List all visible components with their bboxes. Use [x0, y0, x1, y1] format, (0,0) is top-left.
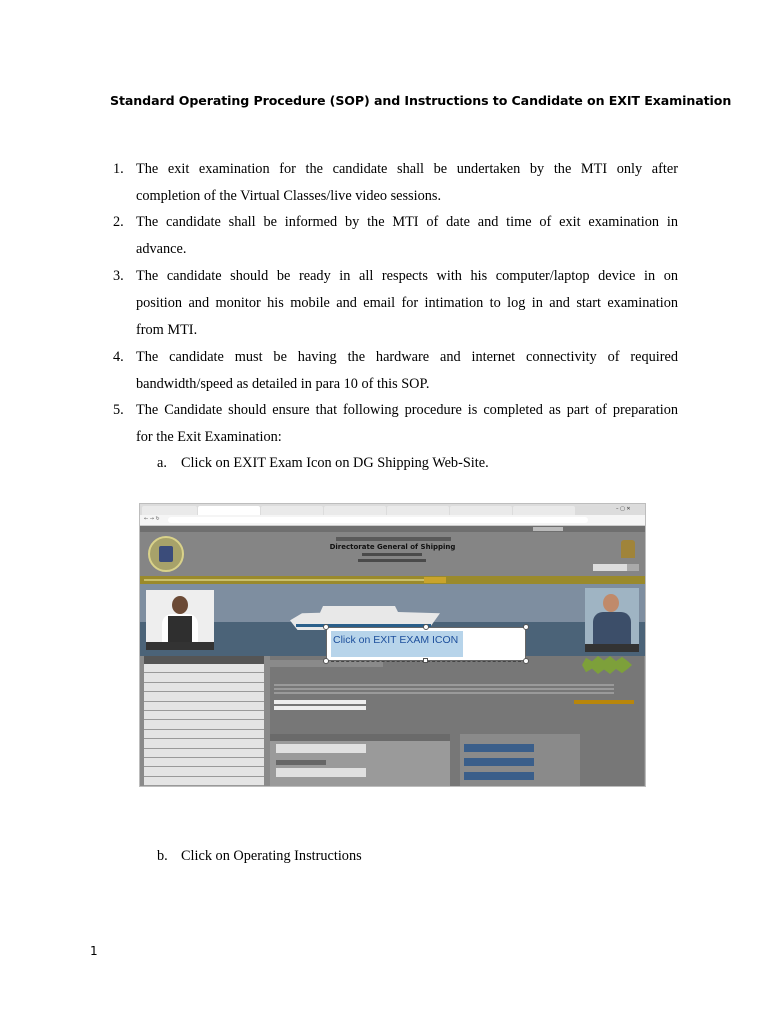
dg-shipping-site: [140, 526, 645, 787]
list-item-5: [113, 397, 678, 451]
list-text: The Candidate should ensure that following procedure is completed as part of preparation for the Exit Examination:: [136, 402, 678, 445]
page-number: 1: [90, 944, 98, 958]
dgs-emblem-icon: [148, 536, 184, 572]
list-number: 3.: [113, 268, 124, 284]
dg-portrait: [585, 588, 639, 652]
list-text: The exit examination for the candidate shall be undertaken by the MTI only after completion of the Virtual Classes/live video sessions.: [136, 161, 678, 204]
list-number: 2.: [113, 214, 124, 230]
document-title: Standard Operating Procedure (SOP) and Instructions to Candidate on EXIT Examination: [110, 93, 732, 108]
website-screenshot: [139, 503, 646, 787]
nav-arrows-icon: ← → ↻: [144, 516, 160, 522]
sub-number: a.: [157, 455, 167, 471]
list-item-4: [113, 344, 678, 398]
latest-news: [270, 734, 450, 787]
callout-box: [326, 627, 526, 661]
sub-item-a: [157, 455, 489, 472]
list-number: 4.: [113, 349, 124, 365]
list-number: 5.: [113, 402, 124, 418]
site-header: [140, 532, 645, 576]
site-menu: [140, 576, 645, 584]
site-content: [270, 656, 644, 787]
list-text: The candidate shall be informed by the MTI of date and time of exit examination in advance.: [136, 214, 678, 257]
window-controls-icon: – ▢ ✕: [616, 506, 631, 512]
sub-item-b: [157, 848, 362, 865]
list-text: The candidate must be having the hardware and internet connectivity of required bandwidth/speed as detailed in para 10 of this SOP.: [136, 349, 678, 392]
national-emblem-icon: [621, 540, 635, 558]
exam-certification-panel: [460, 734, 580, 787]
site-title: Directorate General of Shipping: [329, 543, 456, 551]
minister-portrait: [146, 590, 214, 650]
list-text: The candidate should be ready in all respects with his computer/laptop device in on position and monitor his mobile and email for intimation to log in and start examination from MTI.: [136, 268, 678, 338]
list-item-1: [113, 156, 678, 210]
sub-text: Click on EXIT Exam Icon on DG Shipping Web-Site.: [181, 455, 489, 471]
sub-number: b.: [157, 848, 168, 864]
site-search: [593, 564, 639, 571]
browser-tab-bar: [140, 504, 645, 515]
list-item-3: [113, 263, 678, 344]
site-sidebar: [144, 656, 264, 787]
list-item-2: [113, 209, 678, 263]
list-number: 1.: [113, 161, 124, 177]
sub-text: Click on Operating Instructions: [181, 848, 362, 864]
callout-label: Click on EXIT EXAM ICON: [333, 634, 459, 646]
new-badge-icon: [582, 656, 632, 674]
browser-address-bar: [140, 515, 645, 526]
